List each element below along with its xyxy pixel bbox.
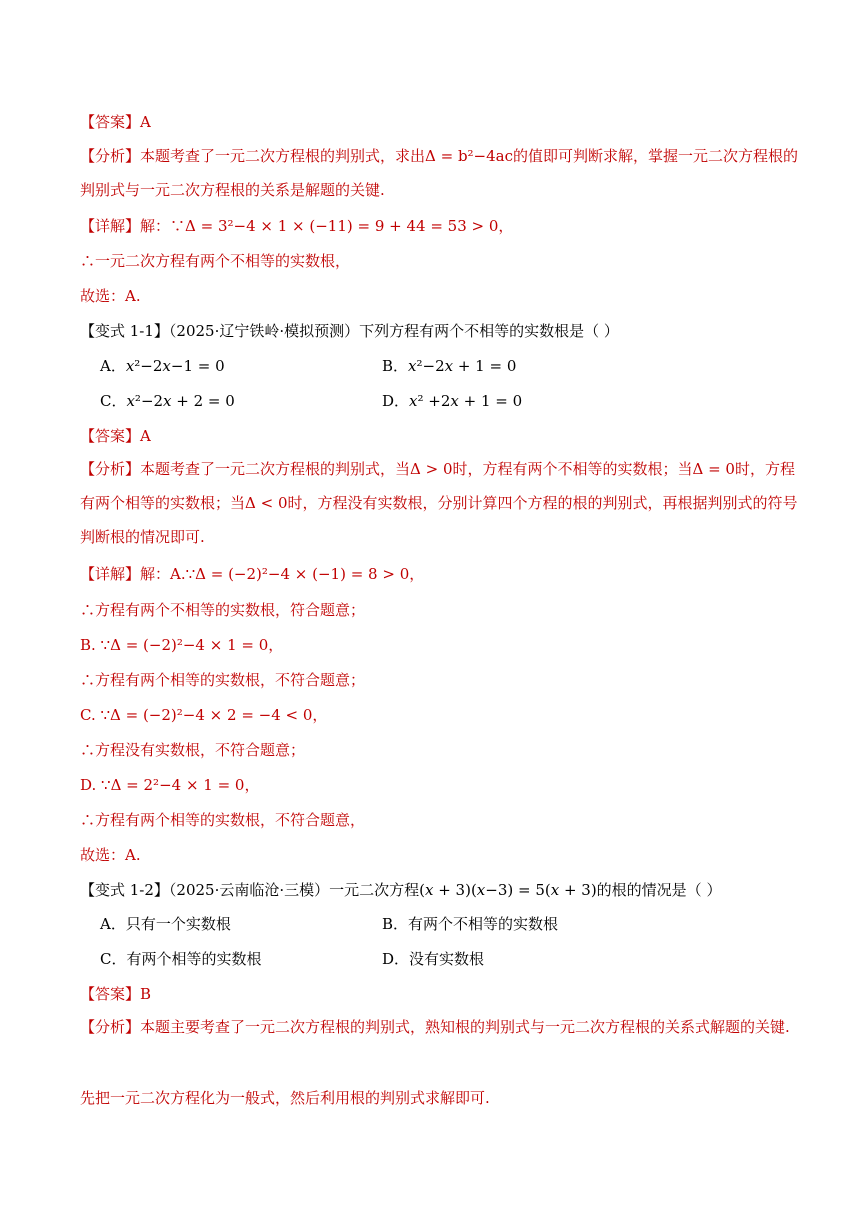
variant-1-2-answer: 【答案】B — [80, 985, 152, 1003]
variant-1-1-detail-4: ∴方程有两个相等的实数根，不符合题意； — [80, 671, 366, 689]
variant-1-1-detail-5: C. ∵Δ = (−2)²−4 × 2 = −4 < 0， — [80, 706, 328, 724]
variant-1-1-detail-8: ∴方程有两个相等的实数根，不符合题意， — [80, 811, 366, 829]
variant-1-1-option-a: A．𝑥²−2𝑥−1 = 0 — [100, 357, 225, 375]
variant-1-1-detail-2: ∴方程有两个不相等的实数根，符合题意； — [80, 601, 366, 619]
q1-answer: 【答案】A — [80, 113, 151, 131]
variant-1-2-title: 【变式 1-2】（2025·云南临沧·三模）一元二次方程(𝑥 + 3)(𝑥−3) = 5(𝑥 + 3)的根的情况是（ ） — [80, 881, 722, 899]
variant-1-1-option-d: D．𝑥² +2𝑥 + 1 = 0 — [382, 392, 523, 410]
variant-1-2-option-d: D．没有实数根 — [382, 950, 485, 968]
variant-1-1-analysis: 【分析】本题考查了一元二次方程根的判别式，当Δ > 0时，方程有两个不相等的实数根；当Δ = 0时，方程有两个相等的实数根；当Δ < 0时，方程没有实数根，分别计算四个方程的根的判别式，再根据判别式的符号判断根的情况即可. — [80, 460, 798, 546]
q1-conclusion: ∴一元二次方程有两个不相等的实数根， — [80, 252, 351, 270]
q1-analysis: 【分析】本题考查了一元二次方程根的判别式，求出Δ = b²−4ac的值即可判断求解，掌握一元二次方程根的判别式与一元二次方程根的关系是解题的关键. — [80, 147, 799, 199]
variant-1-1-detail-6: ∴方程没有实数根，不符合题意； — [80, 741, 306, 759]
variant-1-2-option-b: B．有两个不相等的实数根 — [382, 915, 559, 933]
variant-1-1-detail-7: D. ∵Δ = 2²−4 × 1 = 0， — [80, 776, 260, 794]
variant-1-1-detail-1: 【详解】解：A.∵Δ = (−2)²−4 × (−1) = 8 > 0， — [80, 565, 425, 583]
q1-choose: 故选：A. — [80, 287, 141, 305]
variant-1-2-option-c: C．有两个相等的实数根 — [100, 950, 262, 968]
variant-1-1-option-c: C．𝑥²−2𝑥 + 2 = 0 — [100, 392, 235, 410]
variant-1-2-option-a: A．只有一个实数根 — [100, 915, 231, 933]
variant-1-1-option-b: B．𝑥²−2𝑥 + 1 = 0 — [382, 357, 517, 375]
variant-1-2-method: 先把一元二次方程化为一般式，然后利用根的判别式求解即可. — [80, 1089, 490, 1107]
variant-1-1-detail-3: B. ∵Δ = (−2)²−4 × 1 = 0， — [80, 636, 284, 654]
q1-detail: 【详解】解：∵Δ = 3²−4 × 1 × (−11) = 9 + 44 = 53 > 0， — [80, 217, 514, 235]
variant-1-2-analysis: 【分析】本题主要考查了一元二次方程根的判别式，熟知根的判别式与一元二次方程根的关系式解题的关键. — [80, 1018, 790, 1036]
variant-1-1-choose: 故选：A. — [80, 846, 141, 864]
variant-1-1-title: 【变式 1-1】（2025·辽宁铁岭·模拟预测）下列方程有两个不相等的实数根是（ ） — [80, 322, 619, 340]
variant-1-1-answer: 【答案】A — [80, 427, 151, 445]
